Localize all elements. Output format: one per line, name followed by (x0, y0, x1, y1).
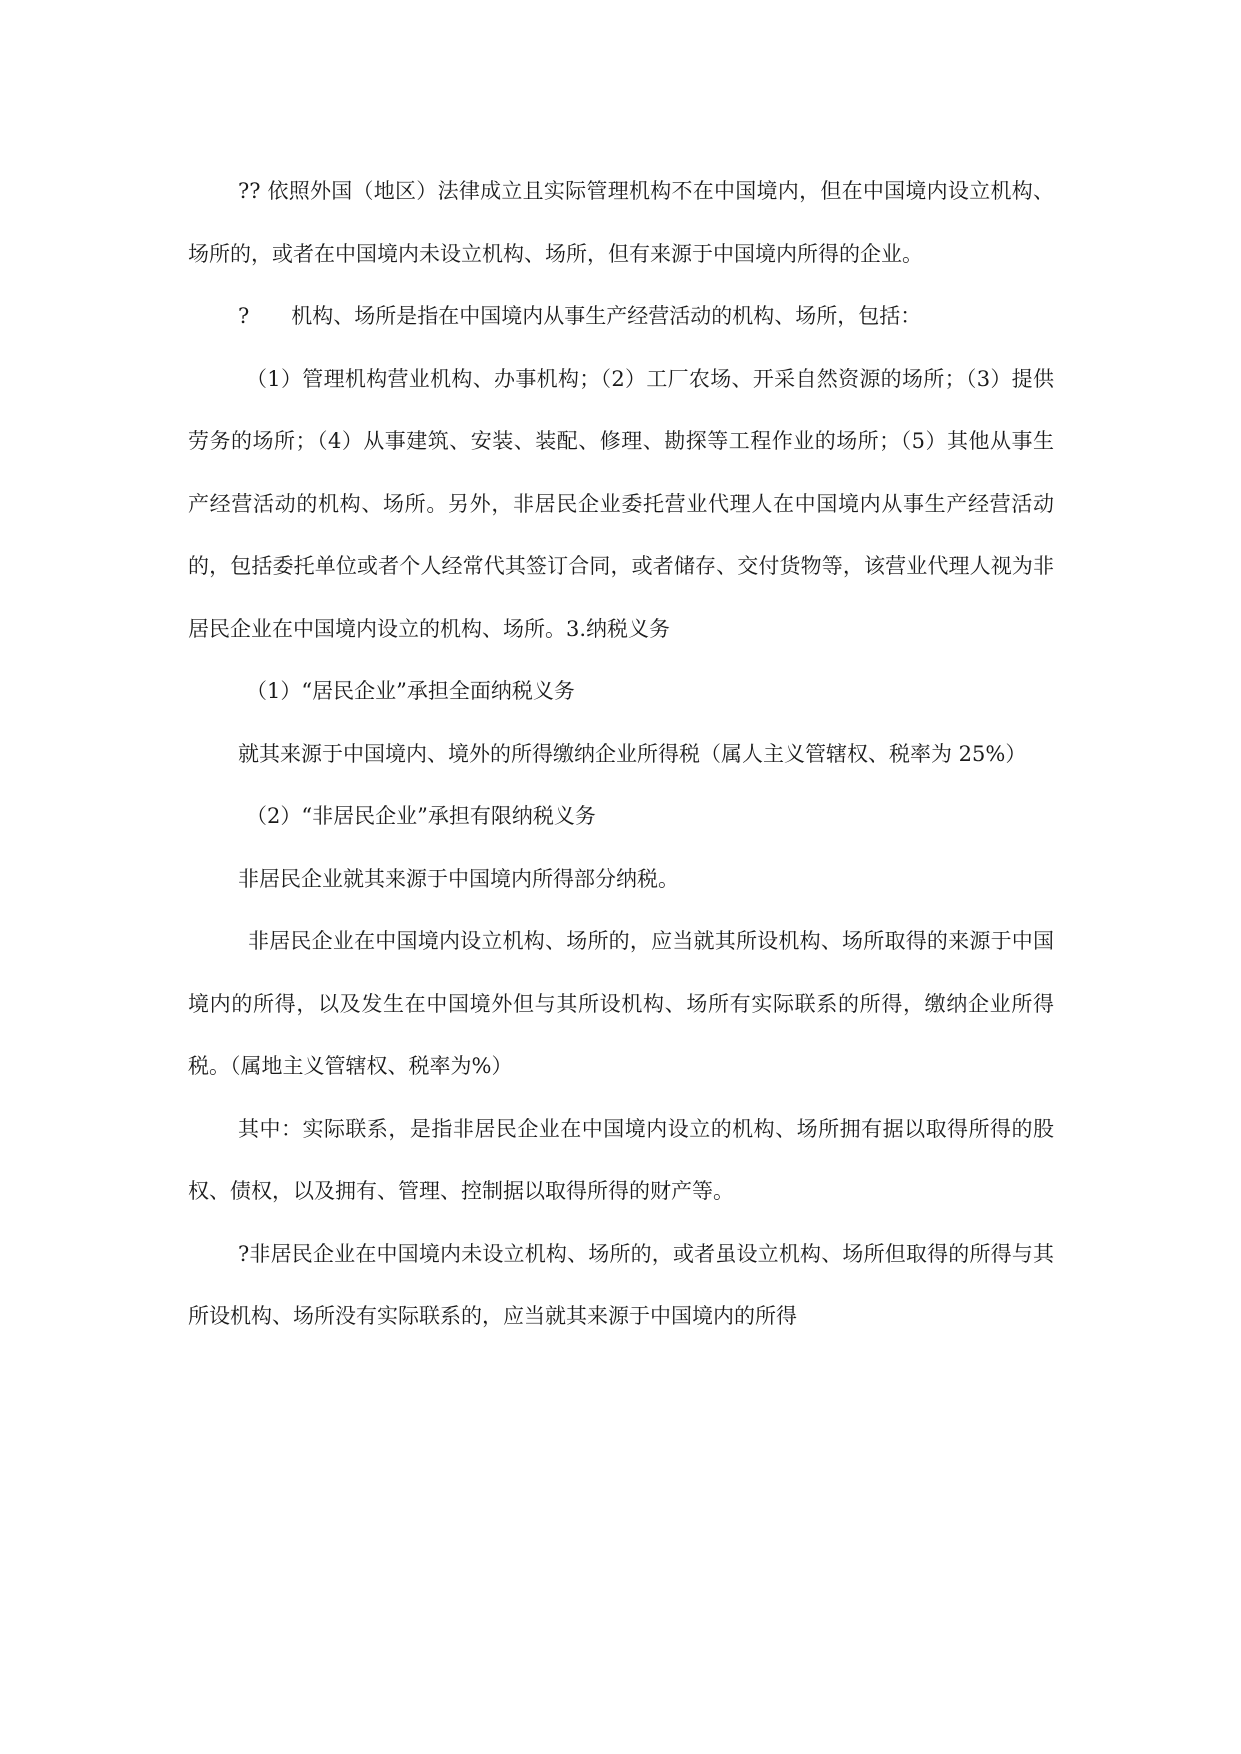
paragraph-establishment-list: （1）管理机构营业机构、办事机构；（2）工厂农场、开采自然资源的场所；（3）提供劳务的场所；（4）从事建筑、安装、装配、修理、勘探等工程作业的场所；（5）其他从事生产经营活动的机构、场所。另外，非居民企业委托营业代理人在中国境内从事生产经营活动的，包括委托单位或者个人经常代其签订合同，或者储存、交付货物等，该营业代理人视为非居民企业在中国境内设立的机构、场所。3.纳税义务 (188, 366, 1054, 641)
paragraph-establishment-definition: ? 机构、场所是指在中国境内从事生产经营活动的机构、场所，包括： (238, 304, 922, 328)
paragraph-foreign-enterprise-definition: ?? 依照外国（地区）法律成立且实际管理机构不在中国境内，但在中国境内设立机构、场所的，或者在中国境内未设立机构、场所，但有来源于中国境内所得的企业。 (188, 179, 1054, 266)
paragraph-nonresident-with-establishment: 非居民企业在中国境内设立机构、场所的，应当就其所设机构、场所取得的来源于中国境内的所得，以及发生在中国境外但与其所设机构、场所有实际联系的所得，缴纳企业所得税。（属地主义管辖权、税率为%） (188, 929, 1054, 1078)
paragraph-actual-connection: 其中：实际联系，是指非居民企业在中国境内设立的机构、场所拥有据以取得所得的股权、债权，以及拥有、管理、控制据以取得所得的财产等。 (188, 1116, 1054, 1203)
paragraph-resident-obligation-heading: （1）“居民企业”承担全面纳税义务 (246, 679, 575, 703)
paragraph-nonresident-obligation-heading: （2）“非居民企业”承担有限纳税义务 (246, 804, 596, 828)
paragraph-resident-obligation: 就其来源于中国境内、境外的所得缴纳企业所得税（属人主义管辖权、税率为 25%） (238, 741, 1027, 766)
document-body (188, 160, 1054, 1348)
paragraph-nonresident-without-establishment: ?非居民企业在中国境内未设立机构、场所的，或者虽设立机构、场所但取得的所得与其所设机构、场所没有实际联系的，应当就其来源于中国境内的所得 (188, 1241, 1054, 1328)
paragraph-nonresident-obligation: 非居民企业就其来源于中国境内所得部分纳税。 (238, 866, 679, 891)
